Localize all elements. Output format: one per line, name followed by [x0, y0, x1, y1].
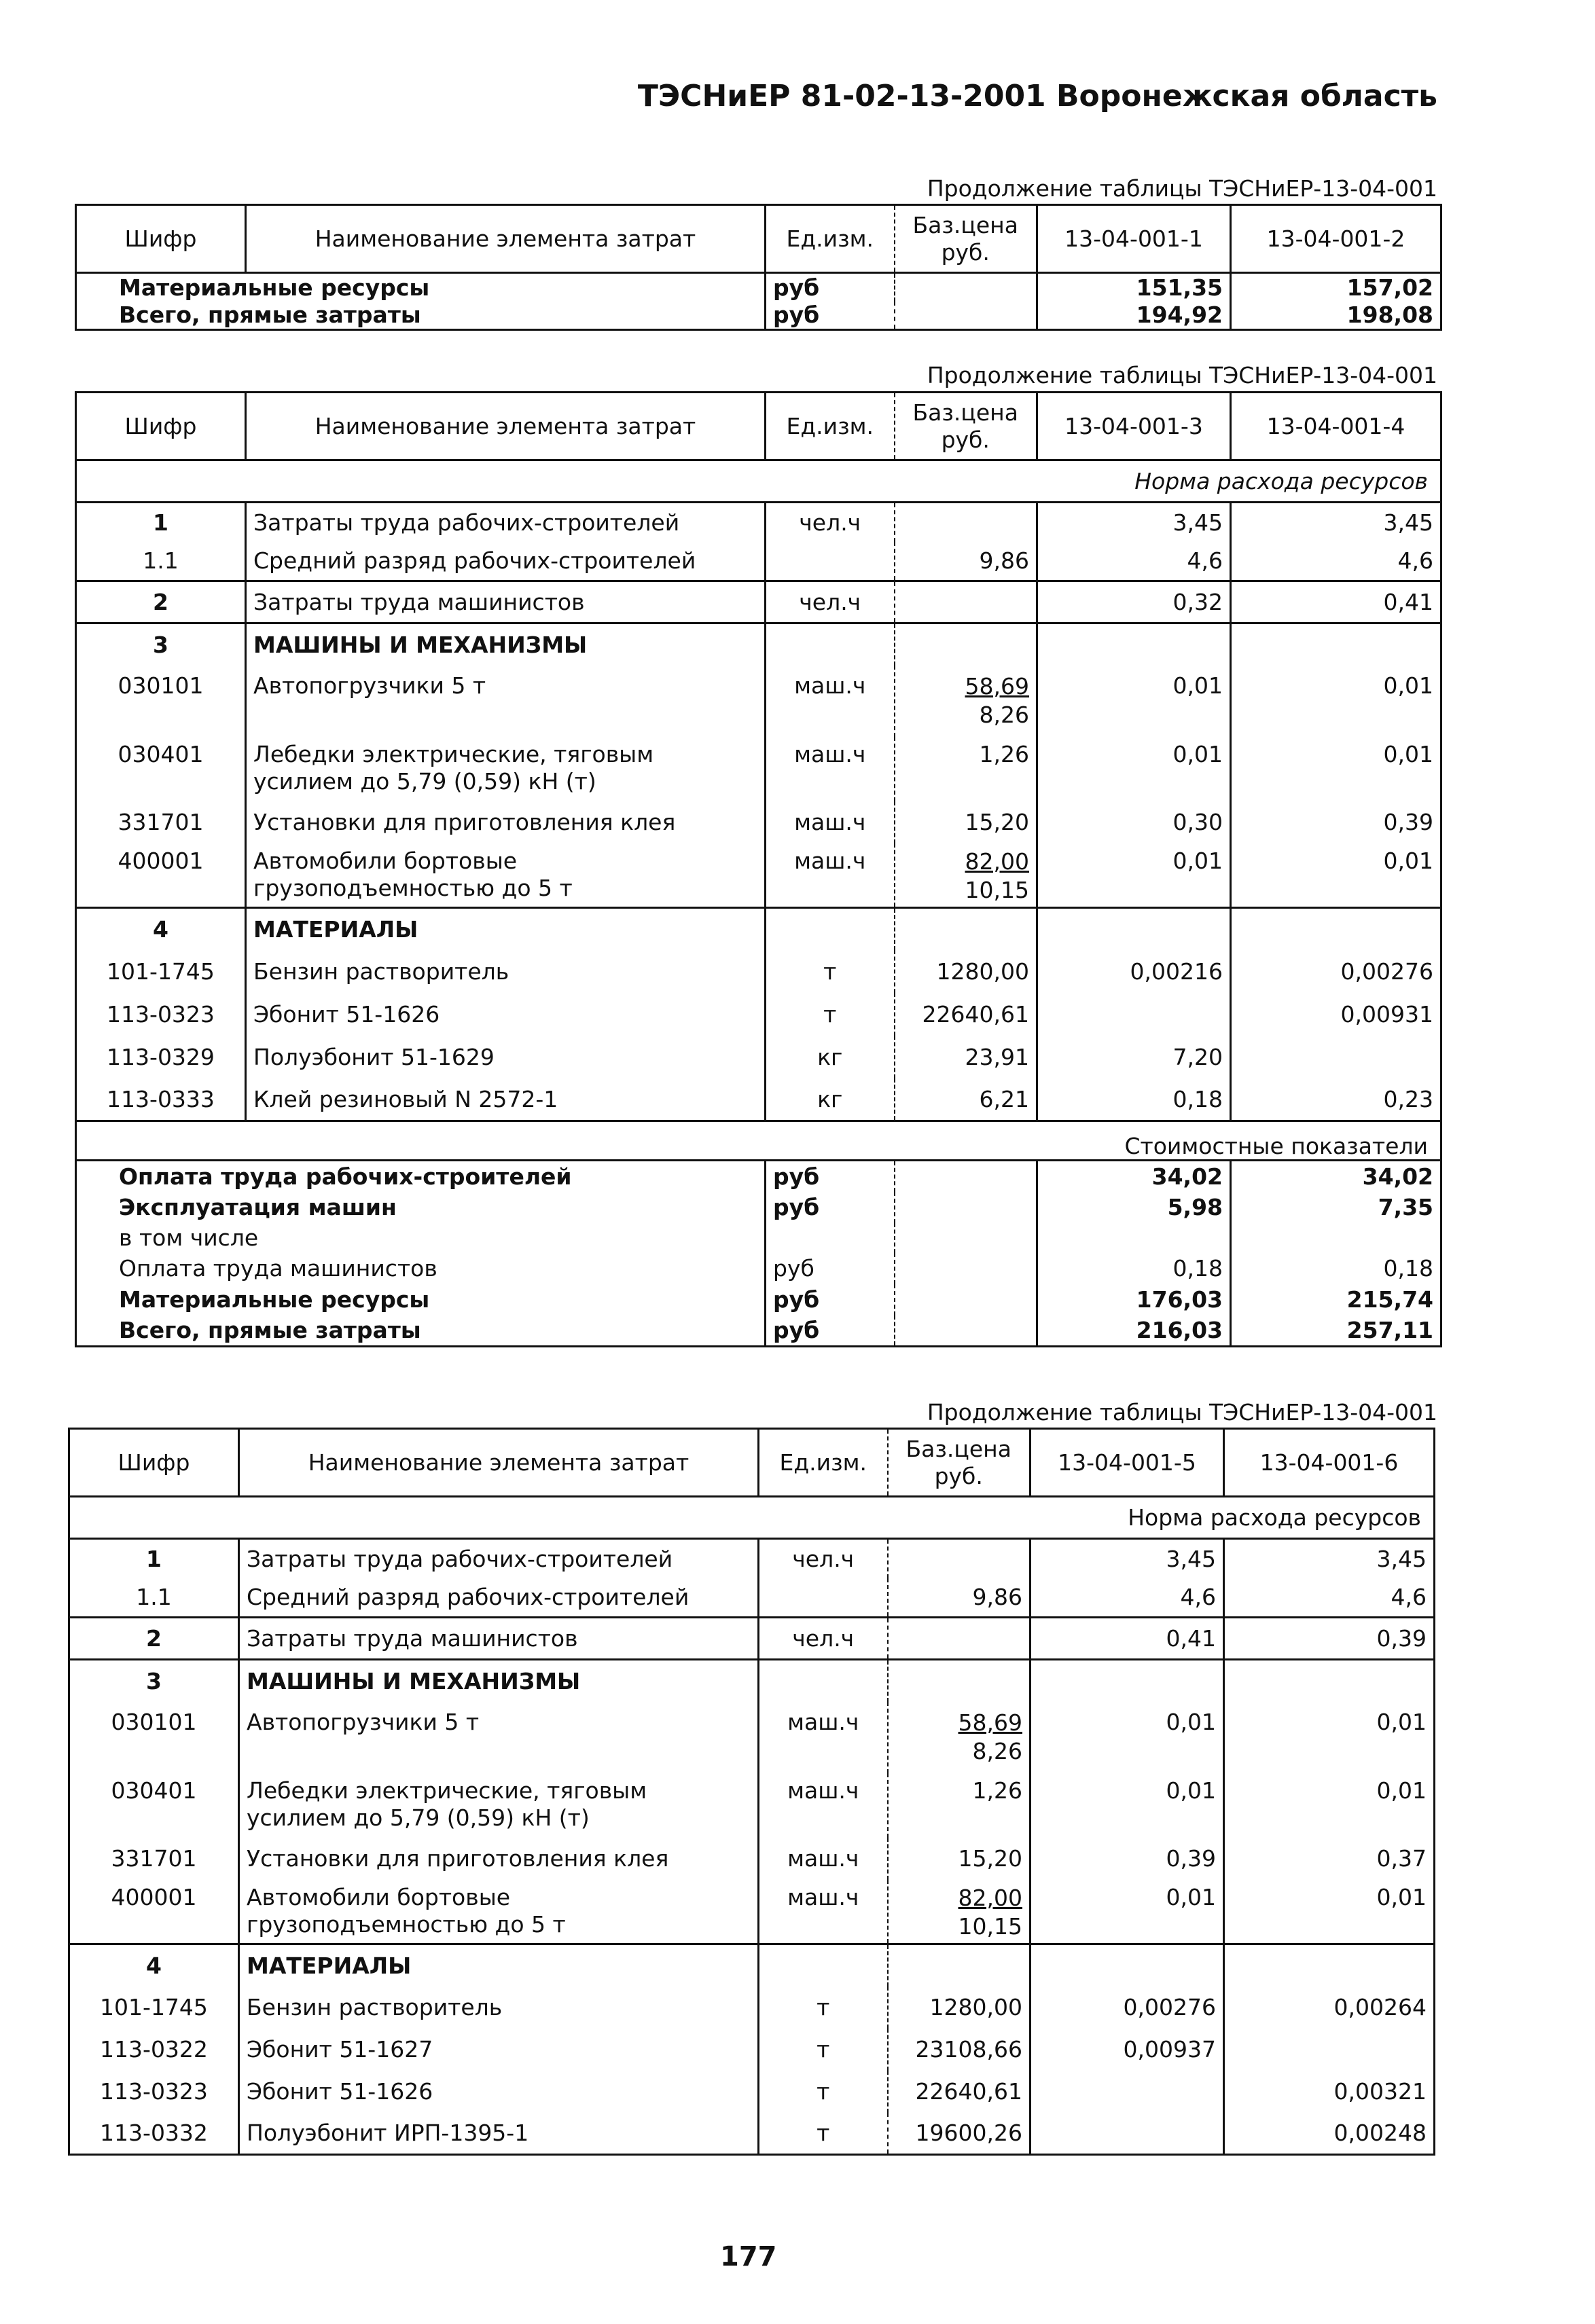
- table-row: Материальные ресурсы руб 151,35 157,02: [76, 273, 1441, 302]
- table-row: 400001 Автомобили бортовые грузоподъемностью до 5 т маш.ч 82,00 10,15 0,01 0,01: [69, 1880, 1435, 1944]
- table-row: Всего, прямые затраты руб 194,92 198,08: [76, 302, 1441, 330]
- section-norm-row: Норма расхода ресурсов: [69, 1497, 1435, 1539]
- col-name-header: Наименование элемента затрат: [246, 393, 766, 460]
- col-norm-4-header: 13-04-001-4: [1231, 393, 1441, 460]
- col-name-header: Наименование элемента затрат: [246, 205, 766, 273]
- table-row: 101-1745 Бензин растворитель т 1280,00 0,00276 0,00264: [69, 1986, 1435, 2029]
- section-row: 4 МАТЕРИАЛЫ: [69, 1944, 1435, 1986]
- table-row: в том числе: [76, 1223, 1441, 1253]
- col-price-header: Баз.цена руб.: [888, 1429, 1031, 1497]
- table-row: Всего, прямые затраты руб 216,03 257,11: [76, 1315, 1441, 1347]
- col-price-header: Баз.цена руб.: [895, 205, 1037, 273]
- table-header-row: [69, 1429, 1435, 1497]
- table-row: 030101 Автопогрузчики 5 т маш.ч 58,69 8,26 0,01 0,01: [76, 666, 1441, 737]
- table-row: 2 Затраты труда машинистов чел.ч 0,41 0,39: [69, 1618, 1435, 1660]
- col-norm-1-header: 13-04-001-1: [1037, 205, 1231, 273]
- col-name-header: Наименование элемента затрат: [239, 1429, 759, 1497]
- table-row: 113-0323 Эбонит 51-1626 т 22640,61 0,00321: [69, 2071, 1435, 2113]
- table-row: 113-0329 Полуэбонит 51-1629 кг 23,91 7,20: [76, 1036, 1441, 1078]
- section-row: 4 МАТЕРИАЛЫ: [76, 908, 1441, 950]
- col-norm-3-header: 13-04-001-3: [1037, 393, 1231, 460]
- table-header-row: [76, 393, 1441, 460]
- section-row: 3 МАШИНЫ И МЕХАНИЗМЫ: [76, 623, 1441, 666]
- table-row: 113-0322 Эбонит 51-1627 т 23108,66 0,00937: [69, 2029, 1435, 2071]
- table-row: 030101 Автопогрузчики 5 т маш.ч 58,69 8,26 0,01 0,01: [69, 1702, 1435, 1773]
- table-row: 030401 Лебедки электрические, тяговым усилием до 5,79 (0,59) кН (т) маш.ч 1,26 0,01 0,01: [76, 737, 1441, 801]
- table-row: 1 Затраты труда рабочих-строителей чел.ч 3,45 3,45: [69, 1539, 1435, 1578]
- table-row: 331701 Установки для приготовления клея маш.ч 15,20 0,39 0,37: [69, 1838, 1435, 1880]
- table-row: Оплата труда рабочих-строителей руб 34,02 34,02: [76, 1161, 1441, 1192]
- table-row: 2 Затраты труда машинистов чел.ч 0,32 0,41: [76, 581, 1441, 623]
- col-code-header: Шифр: [118, 1449, 190, 1476]
- section-cost-row: Стоимостные показатели: [76, 1121, 1441, 1161]
- table-row: Оплата труда машинистов руб 0,18 0,18: [76, 1253, 1441, 1284]
- table-row: 030401 Лебедки электрические, тяговым усилием до 5,79 (0,59) кН (т) маш.ч 1,26 0,01 0,01: [69, 1773, 1435, 1838]
- resource-table-1: [75, 204, 1442, 331]
- table-row: 101-1745 Бензин растворитель т 1280,00 0,00216 0,00276: [76, 950, 1441, 993]
- continuation-label-3: Продолжение таблицы ТЭСНиЕР-13-04-001: [927, 1399, 1437, 1426]
- resource-table-2: [75, 391, 1442, 1347]
- section-row: 3 МАШИНЫ И МЕХАНИЗМЫ: [69, 1660, 1435, 1702]
- col-unit-header: Ед.изм.: [759, 1429, 888, 1497]
- col-unit-header: Ед.изм.: [766, 205, 895, 273]
- table-header-row: [76, 205, 1441, 273]
- col-norm-6-header: 13-04-001-6: [1224, 1429, 1435, 1497]
- table-row: 400001 Автомобили бортовые грузоподъемностью до 5 т маш.ч 82,00 10,15 0,01 0,01: [76, 843, 1441, 908]
- col-norm-5-header: 13-04-001-5: [1031, 1429, 1224, 1497]
- table-row: Эксплуатация машин руб 5,98 7,35: [76, 1192, 1441, 1223]
- table-row: 331701 Установки для приготовления клея маш.ч 15,20 0,30 0,39: [76, 801, 1441, 843]
- table-row: 113-0323 Эбонит 51-1626 т 22640,61 0,00931: [76, 993, 1441, 1036]
- table-row: 113-0332 Полуэбонит ИРП-1395-1 т 19600,26 0,00248: [69, 2113, 1435, 2155]
- col-code-header: Шифр: [124, 413, 197, 439]
- page-number: 177: [720, 2241, 777, 2272]
- table-row: Материальные ресурсы руб 176,03 215,74: [76, 1284, 1441, 1315]
- col-code-header: Шифр: [124, 225, 197, 252]
- col-unit-header: Ед.изм.: [766, 393, 895, 460]
- table-row: 1 Затраты труда рабочих-строителей чел.ч 3,45 3,45: [76, 503, 1441, 542]
- continuation-label-1: Продолжение таблицы ТЭСНиЕР-13-04-001: [927, 175, 1437, 202]
- table-row: 1.1 Средний разряд рабочих-строителей 9,86 4,6 4,6: [69, 1578, 1435, 1618]
- table-row: 1.1 Средний разряд рабочих-строителей 9,86 4,6 4,6: [76, 542, 1441, 581]
- table-row: 113-0333 Клей резиновый N 2572-1 кг 6,21 0,18 0,23: [76, 1078, 1441, 1121]
- col-price-header: Баз.цена руб.: [895, 393, 1037, 460]
- col-norm-2-header: 13-04-001-2: [1231, 205, 1441, 273]
- section-norm-row: Норма расхода ресурсов: [76, 460, 1441, 503]
- continuation-label-2: Продолжение таблицы ТЭСНиЕР-13-04-001: [927, 362, 1437, 388]
- page-header: ТЭСНиЕР 81-02-13-2001 Воронежская область: [637, 79, 1437, 113]
- resource-table-3: [68, 1428, 1435, 2156]
